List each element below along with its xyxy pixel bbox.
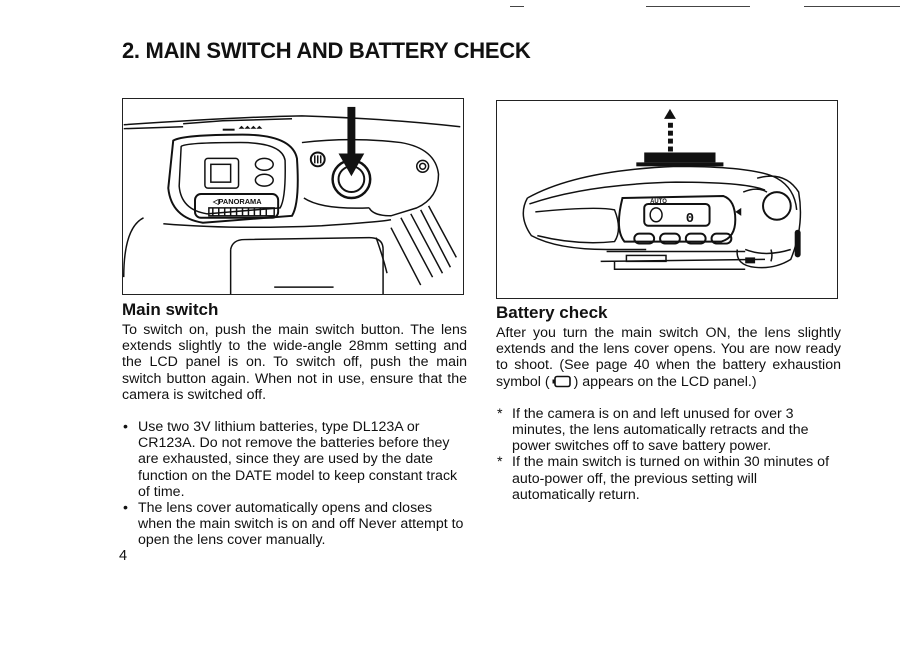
main-switch-section [122, 300, 467, 549]
asterisk-mark: * [497, 405, 503, 422]
battery-exhaustion-icon [552, 375, 572, 388]
list-item [496, 454, 841, 503]
battery-check-note-list [496, 406, 841, 503]
note-text: If the main switch is turned on within 30 minutes of auto-power off, the previous setting will automatically return. [512, 454, 830, 503]
battery-check-body-part1: After you turn the main switch ON, the lens slightly extends and the lens cover opens. You are now ready to shoot. (See page 40 when the battery exhaustion symbol ( [496, 325, 841, 390]
asterisk-mark: * [497, 454, 503, 471]
note-text: If the camera is on and left unused for over 3 minutes, the lens automatically retracts and the power switches off to save battery power. [512, 405, 809, 455]
list-item [496, 406, 841, 455]
bullet-mark: • [123, 419, 128, 436]
battery-check-heading: Battery check [496, 303, 608, 322]
battery-check-body [496, 325, 841, 390]
header-rule-2 [646, 6, 750, 7]
lcd-frame-digit: 0 [685, 210, 695, 227]
bullet-text: The lens cover automatically opens and closes when the main switch is on and off Never attempt to open the lens cover manually. [138, 500, 464, 549]
main-switch-heading: Main switch [122, 300, 219, 319]
page-number: 4 [119, 548, 128, 564]
main-switch-illustration [122, 98, 464, 295]
main-switch-body: To switch on, push the main switch button. The lens extends slightly to the wide-angle 28mm setting and the LCD panel is on. To switch off, push the main switch button again. When not in use, ensure that the camera is switched off. [122, 322, 467, 403]
bullet-text: Use two 3V lithium batteries, type DL123A or CR123A. Do not remove the batteries before they are exhausted, since they are used by the date function on the DATE model to keep constant track of time. [138, 419, 458, 500]
header-rule-3 [804, 6, 900, 7]
list-item [122, 500, 467, 549]
battery-check-section [496, 303, 841, 503]
bullet-mark: • [123, 500, 128, 517]
header-rule-1 [510, 6, 524, 7]
battery-check-body-part2: ) appears on the LCD panel.) [573, 373, 757, 390]
battery-check-illustration [496, 100, 838, 299]
list-item [122, 419, 467, 500]
panorama-label: ◁PANORAMA [212, 196, 262, 206]
lcd-auto-label: AUTO [650, 198, 667, 205]
main-switch-bullet-list [122, 419, 467, 549]
page-title: 2. MAIN SWITCH AND BATTERY CHECK [122, 38, 531, 63]
